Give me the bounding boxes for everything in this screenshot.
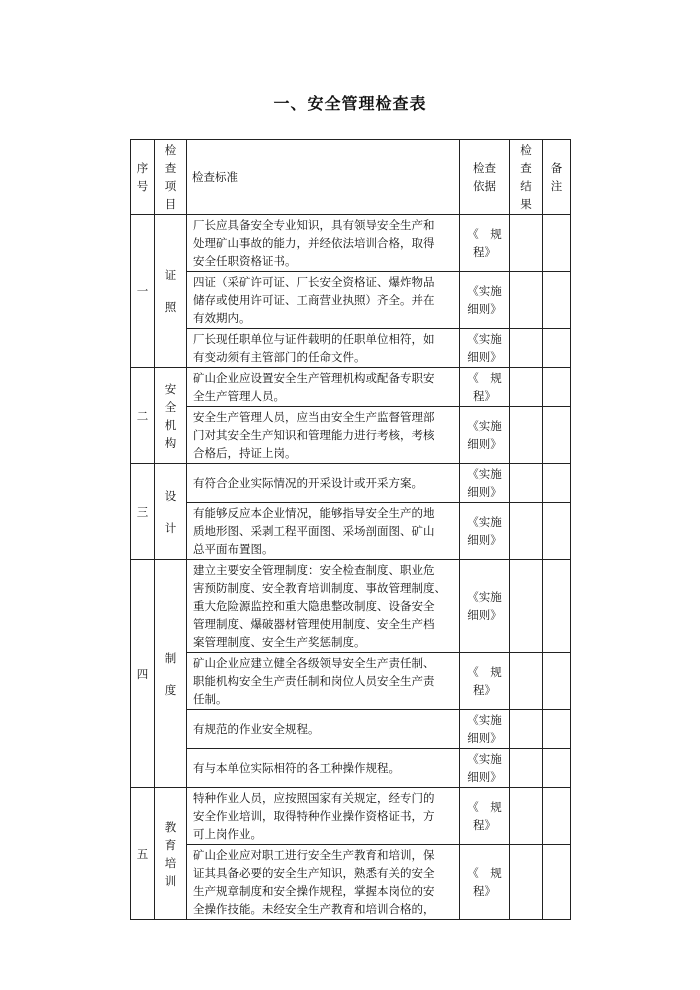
check-standard-line: 处理矿山事故的能力，并经依法培训合格，取得 [193, 236, 435, 250]
check-basis-line: 《实施 [467, 467, 502, 481]
check-basis [460, 272, 510, 329]
check-standard-line: 厂长现任职单位与证件载明的任职单位相符，如 [193, 332, 435, 346]
check-basis [460, 503, 510, 560]
note-cell[interactable] [543, 215, 571, 272]
section-item-label: 证 照 [164, 268, 177, 314]
check-basis-line: 程》 [473, 884, 496, 898]
check-standard-line: 矿山企业应设置安全生产管理机构或配备专职安 [193, 371, 435, 385]
check-basis-line: 程》 [473, 683, 496, 697]
check-basis-line: 细则》 [467, 302, 502, 316]
check-standard [187, 845, 460, 920]
note-cell[interactable] [543, 560, 571, 653]
note-cell[interactable] [543, 710, 571, 749]
section-item [155, 368, 187, 464]
check-basis-line: 《 规 [467, 227, 502, 241]
check-basis [460, 329, 510, 368]
check-basis-line: 细则》 [467, 608, 502, 622]
check-basis-line: 《实施 [467, 713, 502, 727]
check-result-cell[interactable] [510, 749, 543, 788]
note-cell[interactable] [543, 368, 571, 407]
check-standard [187, 653, 460, 710]
check-standard [187, 407, 460, 464]
table-row [131, 368, 571, 407]
section-number: 四 [131, 560, 155, 788]
check-basis-line: 《实施 [467, 515, 502, 529]
check-result-cell[interactable] [510, 464, 543, 503]
table-row [131, 788, 571, 845]
check-standard-line: 四证（采矿许可证、厂长安全资格证、爆炸物品 [193, 275, 435, 289]
check-basis-line: 《实施 [467, 590, 502, 604]
header-basis: 检查 依据 [460, 140, 510, 215]
check-basis-line: 《 规 [467, 866, 502, 880]
check-standard-line: 有效期内。 [193, 311, 251, 325]
section-number: 三 [131, 464, 155, 560]
check-basis-line: 《实施 [467, 284, 502, 298]
check-basis-line: 程》 [473, 389, 496, 403]
table-row [131, 407, 571, 464]
check-standard-line: 有规范的作业安全规程。 [193, 722, 320, 736]
check-standard-line: 矿山企业应对职工进行安全生产教育和培训，保 [193, 848, 435, 862]
check-standard-line: 害预防制度、安全教育培训制度、事故管理制度、 [193, 581, 446, 595]
table-header-row [131, 140, 571, 215]
check-standard-line: 有与本单位实际相符的各工种操作规程。 [193, 761, 400, 775]
check-basis [460, 653, 510, 710]
check-basis-line: 细则》 [467, 533, 502, 547]
check-result-cell[interactable] [510, 272, 543, 329]
check-basis [460, 368, 510, 407]
check-basis-line: 细则》 [467, 350, 502, 364]
note-cell[interactable] [543, 653, 571, 710]
section-item-label: 设 计 [164, 488, 177, 535]
section-number: 一 [131, 215, 155, 368]
check-standard-line: 案管理制度、安全生产奖惩制度。 [193, 635, 366, 649]
check-standard-line: 管理制度、爆破器材管理使用制度、安全生产档 [193, 617, 435, 631]
check-result-cell[interactable] [510, 215, 543, 272]
check-basis-line: 程》 [473, 818, 496, 832]
page-title: 一、安全管理检查表 [273, 94, 427, 113]
check-standard-line: 合格后，持证上岗。 [193, 446, 297, 460]
check-basis-line: 细则》 [467, 485, 502, 499]
table-row [131, 560, 571, 653]
check-basis [460, 788, 510, 845]
note-cell[interactable] [543, 749, 571, 788]
header-result: 检 查 结 果 [510, 140, 543, 215]
safety-check-table [130, 139, 571, 920]
check-standard [187, 272, 460, 329]
check-result-cell[interactable] [510, 845, 543, 920]
check-standard-line: 任制。 [193, 692, 228, 706]
header-item: 检 查 项 目 [155, 140, 187, 215]
check-standard-line: 有变动须有主管部门的任命文件。 [193, 350, 366, 364]
check-result-cell[interactable] [510, 407, 543, 464]
check-basis [460, 710, 510, 749]
check-basis-line: 《 规 [467, 665, 502, 679]
check-standard-line: 有符合企业实际情况的开采设计或开采方案。 [193, 476, 423, 490]
check-basis-line: 《 规 [467, 371, 502, 385]
section-item [155, 560, 187, 788]
check-result-cell[interactable] [510, 653, 543, 710]
check-standard-line: 特种作业人员，应按照国家有关规定，经专门的 [193, 791, 435, 805]
check-basis [460, 215, 510, 272]
check-standard-line: 可上岗作业。 [193, 827, 262, 841]
table-row [131, 272, 571, 329]
check-basis [460, 407, 510, 464]
check-basis [460, 560, 510, 653]
section-item [155, 464, 187, 560]
check-standard-line: 证其具备必要的安全生产知识，熟悉有关的安全 [193, 866, 435, 880]
section-item [155, 788, 187, 920]
check-result-cell[interactable] [510, 329, 543, 368]
check-standard [187, 788, 460, 845]
check-basis-line: 《实施 [467, 332, 502, 346]
note-cell[interactable] [543, 845, 571, 920]
check-standard [187, 560, 460, 653]
check-basis [460, 749, 510, 788]
check-basis-line: 细则》 [467, 770, 502, 784]
check-standard-line: 矿山企业应建立健全各级领导安全生产责任制、 [193, 656, 435, 670]
section-number: 二 [131, 368, 155, 464]
check-basis-line: 细则》 [467, 437, 502, 451]
table-body [131, 215, 571, 920]
note-cell[interactable] [543, 329, 571, 368]
check-standard-line: 门对其安全生产知识和管理能力进行考核，考核 [193, 428, 435, 442]
header-note: 备 注 [543, 140, 571, 215]
check-basis-line: 《实施 [467, 419, 502, 433]
check-result-cell[interactable] [510, 788, 543, 845]
check-basis [460, 845, 510, 920]
note-cell[interactable] [543, 272, 571, 329]
check-standard-line: 全生产管理人员。 [193, 389, 285, 403]
check-standard-line: 总平面布置图。 [193, 542, 274, 556]
section-item-label: 制 度 [164, 650, 177, 697]
section-item [155, 215, 187, 368]
table-row [131, 503, 571, 560]
check-basis-line: 《 规 [467, 800, 502, 814]
check-standard-line: 全操作技能。未经安全生产教育和培训合格的， [193, 902, 435, 916]
check-standard-line: 职能机构安全生产责任制和岗位人员安全生产责 [193, 674, 435, 688]
check-standard-line: 安全任职资格证书。 [193, 254, 297, 268]
check-basis [460, 464, 510, 503]
header-standard: 检查标准 [187, 140, 460, 215]
check-standard-line: 安全作业培训，取得特种作业操作资格证书，方 [193, 809, 435, 823]
table-row [131, 653, 571, 710]
check-standard [187, 464, 460, 503]
check-result-cell[interactable] [510, 710, 543, 749]
note-cell[interactable] [543, 503, 571, 560]
check-result-cell[interactable] [510, 503, 543, 560]
note-cell[interactable] [543, 788, 571, 845]
table-row [131, 845, 571, 920]
table-row [131, 749, 571, 788]
section-item-label: 安 全 机 构 [164, 381, 177, 450]
check-standard [187, 215, 460, 272]
check-standard-line: 有能够反应本企业情况，能够指导安全生产的地 [193, 506, 435, 520]
table-row [131, 710, 571, 749]
check-basis-line: 程》 [473, 245, 496, 259]
check-basis-line: 细则》 [467, 731, 502, 745]
section-item-label: 教 育 培 训 [164, 819, 177, 888]
check-basis-line: 《实施 [467, 752, 502, 766]
table-row [131, 464, 571, 503]
check-standard-line: 质地形图、采剥工程平面图、采场剖面图、矿山 [193, 524, 435, 538]
check-standard-line: 安全生产管理人员，应当由安全生产监督管理部 [193, 410, 435, 424]
section-number: 五 [131, 788, 155, 920]
check-standard [187, 710, 460, 749]
table-row [131, 215, 571, 272]
note-cell[interactable] [543, 464, 571, 503]
check-result-cell[interactable] [510, 368, 543, 407]
header-seq: 序 号 [131, 140, 155, 215]
table-row [131, 329, 571, 368]
check-standard [187, 503, 460, 560]
check-standard-line: 厂长应具备安全专业知识，具有领导安全生产和 [193, 218, 435, 232]
check-standard-line: 储存或使用许可证、工商营业执照）齐全。并在 [193, 293, 435, 307]
check-standard-line: 生产规章制度和安全操作规程，掌握本岗位的安 [193, 884, 435, 898]
note-cell[interactable] [543, 407, 571, 464]
check-result-cell[interactable] [510, 560, 543, 653]
check-standard-line: 重大危险源监控和重大隐患整改制度、设备安全 [193, 599, 435, 613]
check-standard-line: 建立主要安全管理制度：安全检查制度、职业危 [193, 563, 435, 577]
check-standard [187, 368, 460, 407]
check-standard [187, 329, 460, 368]
check-standard [187, 749, 460, 788]
